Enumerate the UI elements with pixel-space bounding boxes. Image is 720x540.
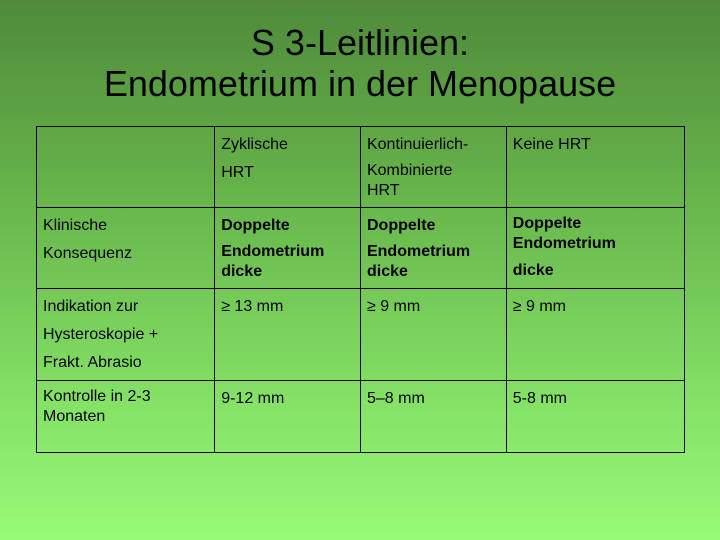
guideline-table — [36, 126, 685, 453]
table-cell: Doppelte Endometrium dicke — [360, 208, 506, 289]
table-cell: ≥ 13 mm — [215, 289, 361, 381]
table-header-row — [37, 127, 685, 208]
table-cell: ≥ 9 mm — [360, 289, 506, 381]
header-cell-empty — [37, 127, 215, 208]
table-cell: ≥ 9 mm — [506, 289, 684, 381]
title-line-1: S 3-Leitlinien: — [250, 22, 470, 63]
table-cell: 5-8 mm — [506, 381, 684, 453]
slide-title — [0, 22, 720, 104]
header-cell-kombinierte-hrt: Kontinuierlich- Kombinierte HRT — [360, 127, 506, 208]
table-cell: Doppelte Endometrium dicke — [506, 208, 684, 289]
table-cell: 9-12 mm — [215, 381, 361, 453]
row-label: Indikation zur Hysteroskopie + Frakt. Abrasio — [37, 289, 215, 381]
row-label: Klinische Konsequenz — [37, 208, 215, 289]
title-line-2: Endometrium in der Menopause — [103, 63, 617, 104]
header-cell-keine-hrt: Keine HRT — [506, 127, 684, 208]
row-label: Kontrolle in 2-3 Monaten — [37, 381, 215, 453]
table-row — [37, 381, 685, 453]
table-cell: Doppelte Endometrium dicke — [215, 208, 361, 289]
table-row — [37, 208, 685, 289]
header-cell-zyklische-hrt: Zyklische HRT — [215, 127, 361, 208]
table-row — [37, 289, 685, 381]
table-cell: 5–8 mm — [360, 381, 506, 453]
